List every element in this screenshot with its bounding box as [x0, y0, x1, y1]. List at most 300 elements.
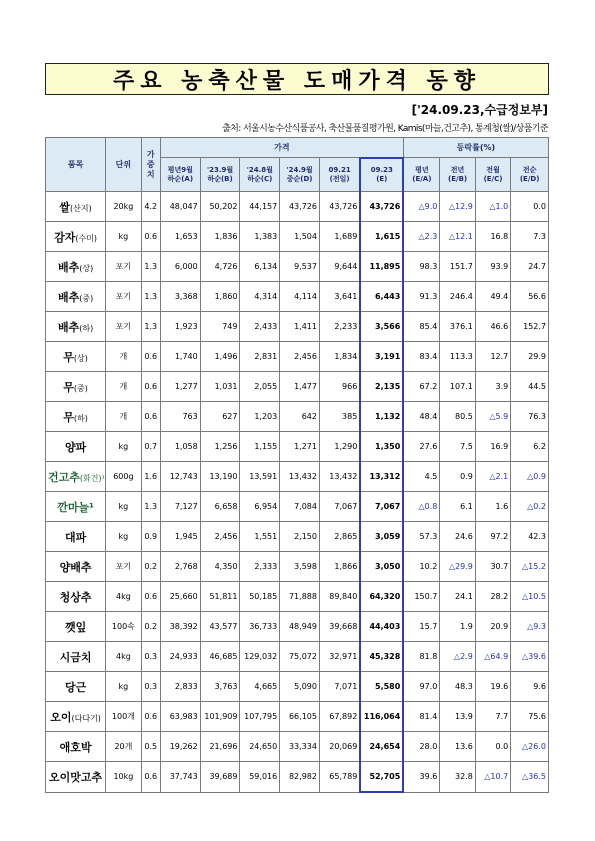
weight-cell: 0.6 [141, 402, 160, 432]
item-name: 양파 [64, 440, 87, 454]
item-name-cell [46, 762, 106, 793]
header-ratio-col-line: 평년 [415, 165, 429, 174]
item-name: 무 [63, 350, 74, 364]
price-cell: 7,067 [319, 492, 360, 522]
price-cell: 2,833 [160, 672, 200, 702]
weight-cell: 0.7 [141, 432, 160, 462]
current-price-cell: 7,067 [360, 492, 403, 522]
unit-cell: 600g [106, 462, 141, 492]
item-name: 깐마늘¹ [57, 500, 94, 514]
ratio-cell: 93.9 [475, 252, 510, 282]
price-cell: 37,743 [160, 762, 200, 793]
ratio-cell: △36.5 [511, 762, 549, 793]
item-name-cell [46, 462, 106, 492]
item-quality: (중) [73, 383, 88, 393]
current-price-cell: 1,132 [360, 402, 403, 432]
weight-cell: 1.3 [141, 492, 160, 522]
item-name: 오이 [50, 710, 72, 724]
price-cell: 966 [319, 372, 360, 402]
item-name: 애호박 [59, 740, 92, 754]
price-cell: 1,383 [240, 222, 280, 252]
price-cell: 43,726 [319, 192, 360, 222]
price-cell: 20,069 [319, 732, 360, 762]
item-name-cell [46, 342, 106, 372]
ratio-cell: 1.9 [440, 612, 475, 642]
header-ratio-col-line: (E/B) [448, 174, 468, 183]
ratio-cell: 16.9 [475, 432, 510, 462]
header-price-col [160, 158, 200, 192]
price-cell: 38,392 [160, 612, 200, 642]
item-quality: (화건)¹ [79, 473, 105, 483]
price-cell: 67,892 [319, 702, 360, 732]
ratio-cell: 246.4 [440, 282, 475, 312]
header-price-col-line: '24.9월 [286, 165, 313, 174]
ratio-cell: △10.5 [511, 582, 549, 612]
ratio-cell: 56.6 [511, 282, 549, 312]
current-price-cell: 43,726 [360, 192, 403, 222]
current-price-cell: 3,566 [360, 312, 403, 342]
header-ratio-col-line: (E/D) [519, 174, 540, 183]
header-ratio-col [403, 158, 440, 192]
price-cell: 6,000 [160, 252, 200, 282]
ratio-cell: 7.7 [475, 702, 510, 732]
unit-cell: 4kg [106, 582, 141, 612]
header-item: 품목 [46, 138, 106, 192]
header-ratio-col-line: (E/C) [483, 174, 503, 183]
price-cell: 4,665 [240, 672, 280, 702]
price-cell: 43,577 [200, 612, 240, 642]
weight-cell: 0.6 [141, 342, 160, 372]
ratio-cell: 32.8 [440, 762, 475, 793]
price-cell: 101,909 [200, 702, 240, 732]
price-cell: 1,271 [280, 432, 320, 462]
ratio-cell: △2.9 [440, 642, 475, 672]
ratio-cell: 44.5 [511, 372, 549, 402]
price-cell: 13,432 [280, 462, 320, 492]
price-cell: 51,811 [200, 582, 240, 612]
price-cell: 627 [200, 402, 240, 432]
price-cell: 9,644 [319, 252, 360, 282]
price-cell: 1,836 [200, 222, 240, 252]
price-cell: 1,860 [200, 282, 240, 312]
header-unit: 단위 [106, 138, 141, 192]
ratio-cell: 3.9 [475, 372, 510, 402]
price-cell: 7,071 [319, 672, 360, 702]
ratio-cell: 97.2 [475, 522, 510, 552]
header-price-col-line: (전일) [329, 174, 350, 183]
price-cell: 39,668 [319, 612, 360, 642]
price-cell: 385 [319, 402, 360, 432]
price-cell: 71,888 [280, 582, 320, 612]
ratio-cell: 42.3 [511, 522, 549, 552]
header-price-col [240, 158, 280, 192]
ratio-cell: 49.4 [475, 282, 510, 312]
weight-cell: 0.6 [141, 582, 160, 612]
price-cell: 89,840 [319, 582, 360, 612]
ratio-cell: 16.8 [475, 222, 510, 252]
price-cell: 13,432 [319, 462, 360, 492]
table-row [46, 642, 549, 672]
price-cell: 2,865 [319, 522, 360, 552]
table-row [46, 192, 549, 222]
weight-cell: 0.3 [141, 672, 160, 702]
item-name: 건고추 [48, 470, 80, 484]
page-title: 주요 농축산물 도매가격 동향 [45, 63, 549, 95]
table-row [46, 402, 549, 432]
ratio-cell: △12.1 [440, 222, 475, 252]
item-name-cell [46, 252, 106, 282]
unit-cell: 개 [106, 402, 141, 432]
ratio-cell: 150.7 [403, 582, 440, 612]
price-cell: 1,945 [160, 522, 200, 552]
current-price-cell: 116,064 [360, 702, 403, 732]
current-price-cell: 45,328 [360, 642, 403, 672]
price-cell: 9,537 [280, 252, 320, 282]
item-name-cell [46, 492, 106, 522]
ratio-cell: 0.9 [440, 462, 475, 492]
price-cell: 75,072 [280, 642, 320, 672]
item-name-cell [46, 192, 106, 222]
price-cell: 13,591 [240, 462, 280, 492]
item-name: 감자 [54, 230, 76, 244]
price-cell: 5,090 [280, 672, 320, 702]
price-cell: 19,262 [160, 732, 200, 762]
ratio-cell: 13.9 [440, 702, 475, 732]
ratio-cell: 67.2 [403, 372, 440, 402]
item-name-cell [46, 402, 106, 432]
table-row [46, 282, 549, 312]
ratio-cell: 30.7 [475, 552, 510, 582]
price-cell: 3,763 [200, 672, 240, 702]
weight-cell: 0.2 [141, 552, 160, 582]
price-cell: 33,334 [280, 732, 320, 762]
price-cell: 763 [160, 402, 200, 432]
table-row [46, 432, 549, 462]
current-price-cell: 13,312 [360, 462, 403, 492]
header-weight: 가중치 [141, 138, 160, 192]
ratio-cell: △64.9 [475, 642, 510, 672]
price-cell: 1,689 [319, 222, 360, 252]
ratio-cell: △10.7 [475, 762, 510, 793]
ratio-cell: △2.3 [403, 222, 440, 252]
item-name: 오이맛고추 [49, 770, 103, 784]
item-quality: (중) [79, 293, 94, 303]
item-name-cell [46, 642, 106, 672]
current-price-cell: 24,654 [360, 732, 403, 762]
unit-cell: kg [106, 522, 141, 552]
ratio-cell: 13.6 [440, 732, 475, 762]
ratio-cell: △5.9 [475, 402, 510, 432]
price-cell: 3,368 [160, 282, 200, 312]
unit-cell: 포기 [106, 252, 141, 282]
ratio-cell: 83.4 [403, 342, 440, 372]
weight-cell: 1.3 [141, 312, 160, 342]
item-name-cell [46, 372, 106, 402]
ratio-cell: 48.3 [440, 672, 475, 702]
ratio-cell: 27.6 [403, 432, 440, 462]
ratio-cell: 19.6 [475, 672, 510, 702]
price-cell: 1,058 [160, 432, 200, 462]
price-cell: 2,333 [240, 552, 280, 582]
item-name-cell [46, 432, 106, 462]
item-quality: (상) [73, 353, 88, 363]
price-cell: 4,726 [200, 252, 240, 282]
header-ratio-group: 등락률(%) [403, 138, 548, 158]
table-row [46, 522, 549, 552]
ratio-cell: 152.7 [511, 312, 549, 342]
price-cell: 2,233 [319, 312, 360, 342]
price-cell: 1,740 [160, 342, 200, 372]
ratio-cell: 81.4 [403, 702, 440, 732]
ratio-cell: △9.3 [511, 612, 549, 642]
current-price-cell: 3,050 [360, 552, 403, 582]
ratio-cell: 97.0 [403, 672, 440, 702]
weight-cell: 0.6 [141, 222, 160, 252]
ratio-cell: 48.4 [403, 402, 440, 432]
header-price-col [319, 158, 360, 192]
price-cell: 1,203 [240, 402, 280, 432]
unit-cell: kg [106, 492, 141, 522]
price-cell: 1,834 [319, 342, 360, 372]
unit-cell: 포기 [106, 552, 141, 582]
current-price-cell: 6,443 [360, 282, 403, 312]
item-name-cell [46, 522, 106, 552]
ratio-cell: 0.0 [475, 732, 510, 762]
item-name-cell [46, 702, 106, 732]
price-cell: 36,733 [240, 612, 280, 642]
ratio-cell: 91.3 [403, 282, 440, 312]
price-cell: 32,971 [319, 642, 360, 672]
item-name: 쌀 [59, 200, 71, 214]
price-cell: 1,551 [240, 522, 280, 552]
ratio-cell: 1.6 [475, 492, 510, 522]
table-row [46, 702, 549, 732]
price-cell: 1,866 [319, 552, 360, 582]
ratio-cell: 7.5 [440, 432, 475, 462]
price-cell: 48,047 [160, 192, 200, 222]
header-ratio-col [475, 158, 510, 192]
table-row [46, 312, 549, 342]
header-ratio-col-line: 전년 [450, 165, 465, 174]
price-cell: 3,641 [319, 282, 360, 312]
price-cell: 2,055 [240, 372, 280, 402]
ratio-cell: 6.2 [511, 432, 549, 462]
weight-cell: 1.6 [141, 462, 160, 492]
item-name: 청상추 [59, 590, 92, 604]
weight-cell: 0.2 [141, 612, 160, 642]
price-cell: 1,031 [200, 372, 240, 402]
ratio-cell: △1.0 [475, 192, 510, 222]
report-date-label: ['24.09.23,수급정보부] [411, 103, 548, 117]
current-price-cell: 52,705 [360, 762, 403, 793]
unit-cell: kg [106, 432, 141, 462]
weight-cell: 1.3 [141, 282, 160, 312]
price-cell: 2,433 [240, 312, 280, 342]
price-cell: 4,114 [280, 282, 320, 312]
item-name-cell [46, 312, 106, 342]
table-row [46, 222, 549, 252]
table-row [46, 762, 549, 793]
price-cell: 6,134 [240, 252, 280, 282]
header-price-col-line: 중순(D) [286, 174, 313, 183]
price-cell: 1,504 [280, 222, 320, 252]
ratio-cell: 9.6 [511, 672, 549, 702]
item-name-cell [46, 222, 106, 252]
price-cell: 1,256 [200, 432, 240, 462]
price-cell: 2,150 [280, 522, 320, 552]
header-price-col-line: '23.9월 [207, 165, 234, 174]
price-cell: 24,933 [160, 642, 200, 672]
ratio-cell: 29.9 [511, 342, 549, 372]
price-cell: 25,660 [160, 582, 200, 612]
ratio-cell: 113.3 [440, 342, 475, 372]
current-price-cell: 3,191 [360, 342, 403, 372]
item-name: 배추 [57, 260, 80, 274]
ratio-cell: △9.0 [403, 192, 440, 222]
item-name: 무 [63, 380, 74, 394]
header-price-col-line: 하순(A) [167, 174, 194, 183]
price-cell: 1,155 [240, 432, 280, 462]
ratio-cell: 24.6 [440, 522, 475, 552]
header-price-col-line: 09.21 [328, 165, 351, 174]
item-quality: (산지) [70, 203, 92, 213]
ratio-cell: 57.3 [403, 522, 440, 552]
unit-cell: 100속 [106, 612, 141, 642]
header-price-col-line: (E) [376, 174, 388, 183]
header-price-col-line: 하순(B) [207, 174, 233, 183]
price-cell: 749 [200, 312, 240, 342]
price-cell: 2,768 [160, 552, 200, 582]
price-cell: 7,127 [160, 492, 200, 522]
header-ratio-col-line: 전순 [522, 165, 537, 174]
weight-cell: 1.3 [141, 252, 160, 282]
header-price-group: 가격 [160, 138, 403, 158]
unit-cell: kg [106, 672, 141, 702]
item-name-cell [46, 672, 106, 702]
ratio-cell: 76.3 [511, 402, 549, 432]
price-cell: 129,032 [240, 642, 280, 672]
price-cell: 4,350 [200, 552, 240, 582]
header-price-col-line: 평년9월 [167, 165, 193, 174]
price-cell: 82,982 [280, 762, 320, 793]
weight-cell: 0.6 [141, 762, 160, 793]
price-cell: 2,831 [240, 342, 280, 372]
price-cell: 48,949 [280, 612, 320, 642]
price-cell: 642 [280, 402, 320, 432]
unit-cell: 개 [106, 342, 141, 372]
table-row [46, 342, 549, 372]
item-name: 배추 [57, 290, 80, 304]
ratio-cell: 6.1 [440, 492, 475, 522]
weight-cell: 0.3 [141, 642, 160, 672]
ratio-cell: △26.0 [511, 732, 549, 762]
ratio-cell: △39.6 [511, 642, 549, 672]
ratio-cell: 81.8 [403, 642, 440, 672]
price-cell: 4,314 [240, 282, 280, 312]
table-row [46, 492, 549, 522]
table-row [46, 252, 549, 282]
header-ratio-col-line: 전월 [486, 165, 500, 174]
ratio-cell: 151.7 [440, 252, 475, 282]
ratio-cell: △2.1 [475, 462, 510, 492]
unit-cell: kg [106, 222, 141, 252]
unit-cell: 4kg [106, 642, 141, 672]
unit-cell: 10kg [106, 762, 141, 793]
item-quality: (하) [79, 323, 94, 333]
weight-cell: 0.9 [141, 522, 160, 552]
ratio-cell: 376.1 [440, 312, 475, 342]
ratio-cell: 75.6 [511, 702, 549, 732]
price-cell: 6,658 [200, 492, 240, 522]
item-name-cell [46, 732, 106, 762]
ratio-cell: 85.4 [403, 312, 440, 342]
unit-cell: 포기 [106, 312, 141, 342]
current-price-cell: 3,059 [360, 522, 403, 552]
source-note: 출처: 서울시농수산식품공사, 축산물품질평가원, Kamis(마늘,건고추), 통계청(쌀)/상품기준 [222, 124, 548, 134]
item-quality: (수미) [75, 233, 98, 243]
price-cell: 12,743 [160, 462, 200, 492]
ratio-cell: △15.2 [511, 552, 549, 582]
ratio-cell: 107.1 [440, 372, 475, 402]
header-ratio-col [440, 158, 475, 192]
price-cell: 1,477 [280, 372, 320, 402]
header-price-col [280, 158, 320, 192]
item-name-cell [46, 612, 106, 642]
weight-cell: 0.6 [141, 702, 160, 732]
header-price-col [200, 158, 240, 192]
item-name: 배추 [57, 320, 80, 334]
item-name: 시금치 [59, 650, 92, 664]
ratio-cell: 39.6 [403, 762, 440, 793]
table-row [46, 582, 549, 612]
price-cell: 1,290 [319, 432, 360, 462]
ratio-cell: △12.9 [440, 192, 475, 222]
ratio-cell: △0.8 [403, 492, 440, 522]
current-price-cell: 5,580 [360, 672, 403, 702]
ratio-cell: 15.7 [403, 612, 440, 642]
item-name-cell [46, 282, 106, 312]
unit-cell: 개 [106, 372, 141, 402]
price-cell: 7,084 [280, 492, 320, 522]
ratio-cell: 20.9 [475, 612, 510, 642]
current-price-cell: 44,403 [360, 612, 403, 642]
price-cell: 1,923 [160, 312, 200, 342]
price-cell: 2,456 [200, 522, 240, 552]
item-name-cell [46, 552, 106, 582]
ratio-cell: △0.9 [511, 462, 549, 492]
unit-cell: 100개 [106, 702, 141, 732]
item-name: 양배추 [59, 560, 92, 574]
table-row [46, 672, 549, 702]
current-price-cell: 64,320 [360, 582, 403, 612]
ratio-cell: 0.0 [511, 192, 549, 222]
price-cell: 59,016 [240, 762, 280, 793]
ratio-cell: 24.7 [511, 252, 549, 282]
unit-cell: 포기 [106, 282, 141, 312]
price-cell: 24,650 [240, 732, 280, 762]
item-quality: (상) [79, 263, 94, 273]
price-cell: 65,789 [319, 762, 360, 793]
ratio-cell: 80.5 [440, 402, 475, 432]
item-name: 깻잎 [64, 620, 87, 634]
table-row [46, 552, 549, 582]
price-cell: 1,411 [280, 312, 320, 342]
price-cell: 63,983 [160, 702, 200, 732]
ratio-cell: 28.2 [475, 582, 510, 612]
price-cell: 50,202 [200, 192, 240, 222]
price-cell: 21,696 [200, 732, 240, 762]
current-price-cell: 1,350 [360, 432, 403, 462]
